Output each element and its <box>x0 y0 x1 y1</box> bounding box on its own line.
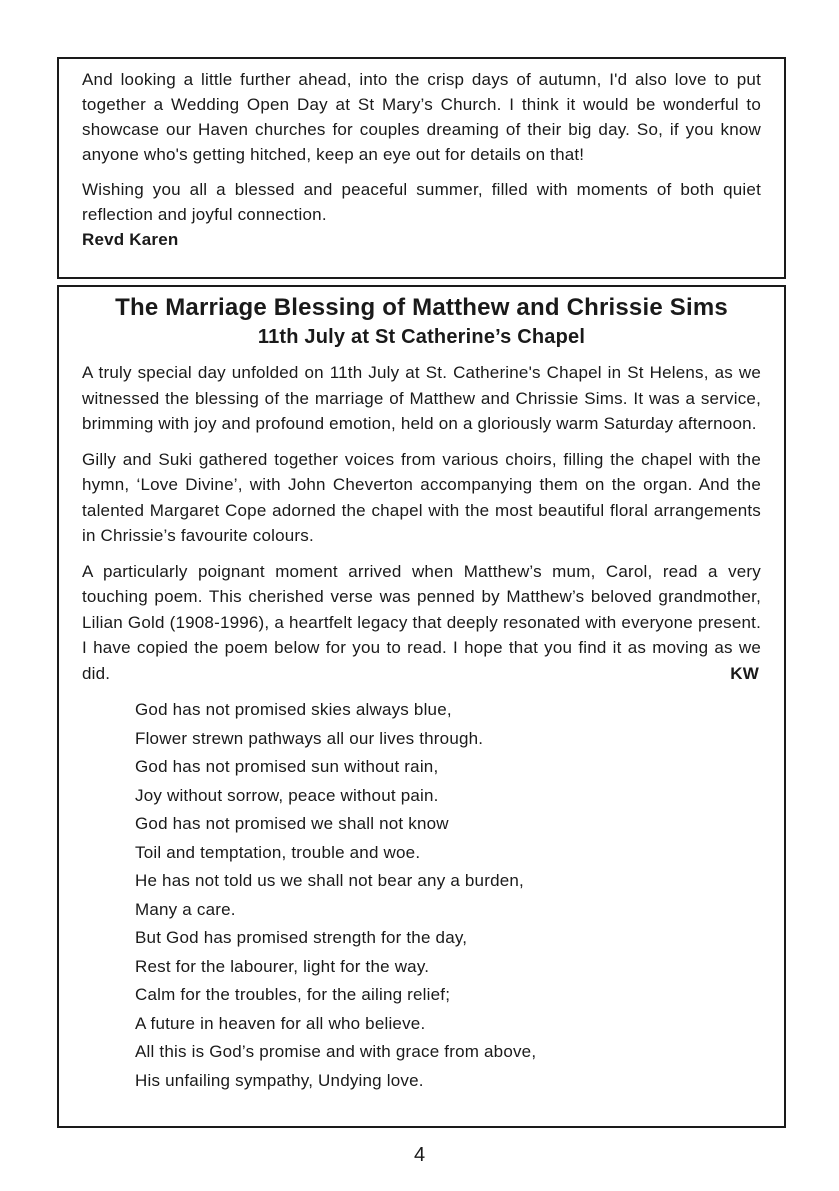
poem-line: God has not promised skies always blue, <box>135 700 452 719</box>
letter-paragraph-2: Wishing you all a blessed and peaceful summer, filled with moments of both quiet reflection and joyful connection. <box>82 180 761 224</box>
poem-line: Flower strewn pathways all our lives through. <box>135 728 484 748</box>
letter-paragraph-1: And looking a little further ahead, into the crisp days of autumn, I'd also love to put together a Wedding Open Day at St Mary’s Church. I think it would be wonderful to showcase our Haven churches for couples dreaming of their big day. So, if you know anyone who's getting hitched, keep an eye out for details on that! <box>82 70 761 164</box>
article-subtitle: 11th July at St Catherine’s Chapel <box>257 326 586 348</box>
page-number: 4 <box>413 1144 426 1166</box>
poem-line: Toil and temptation, trouble and woe. <box>135 842 421 862</box>
poem-line: God has not promised sun without rain, <box>135 757 439 776</box>
poem <box>135 696 761 1095</box>
author-initials: KW <box>730 663 759 683</box>
poem-line: Calm for the troubles, for the ailing relief; <box>135 985 451 1004</box>
article-paragraph-2: Gilly and Suki gathered together voices from various choirs, filling the chapel with the hymn, ‘Love Divine’, with John Cheverton accompanying them on the organ. And the talented Margaret Cope adorned the chapel with the most beautiful floral arrangements in Chrissie’s favourite colours. <box>82 449 761 545</box>
poem-line: Rest for the labourer, light for the way. <box>135 956 430 976</box>
poem-line: He has not told us we shall not bear any a burden, <box>135 871 524 890</box>
poem-line: Many a care. <box>135 899 236 919</box>
poem-line: His unfailing sympathy, Undying love. <box>135 1070 424 1090</box>
letter-signature: Revd Karen <box>82 230 179 249</box>
poem-line: A future in heaven for all who believe. <box>135 1013 426 1033</box>
article-title: The Marriage Blessing of Matthew and Chrissie Sims <box>115 294 728 321</box>
poem-line: God has not promised we shall not know <box>135 814 449 833</box>
poem-line: All this is God’s promise and with grace from above, <box>135 1042 537 1061</box>
poem-line: But God has promised strength for the day, <box>135 928 468 947</box>
article-paragraph-1: A truly special day unfolded on 11th July at St. Catherine's Chapel in St Helens, as we witnessed the blessing of the marriage of Matthew and Chrissie Sims. It was a service, brimming with joy and profound emotion, held on a gloriously warm Saturday afternoon. <box>82 363 761 433</box>
article-paragraph-3 <box>82 559 761 687</box>
article-paragraph-3-text: A particularly poignant moment arrived when Matthew’s mum, Carol, read a very touching poem. This cherished verse was penned by Matthew’s beloved grandmother, Lilian Gold (1908-1996), a heartfelt legacy that deeply resonated with everyone present. I have copied the poem below for you to read. I hope that you find it as moving as we did. <box>82 561 761 683</box>
letter-box <box>57 57 786 279</box>
article-box <box>57 285 786 1128</box>
poem-line: Joy without sorrow, peace without pain. <box>135 785 439 805</box>
